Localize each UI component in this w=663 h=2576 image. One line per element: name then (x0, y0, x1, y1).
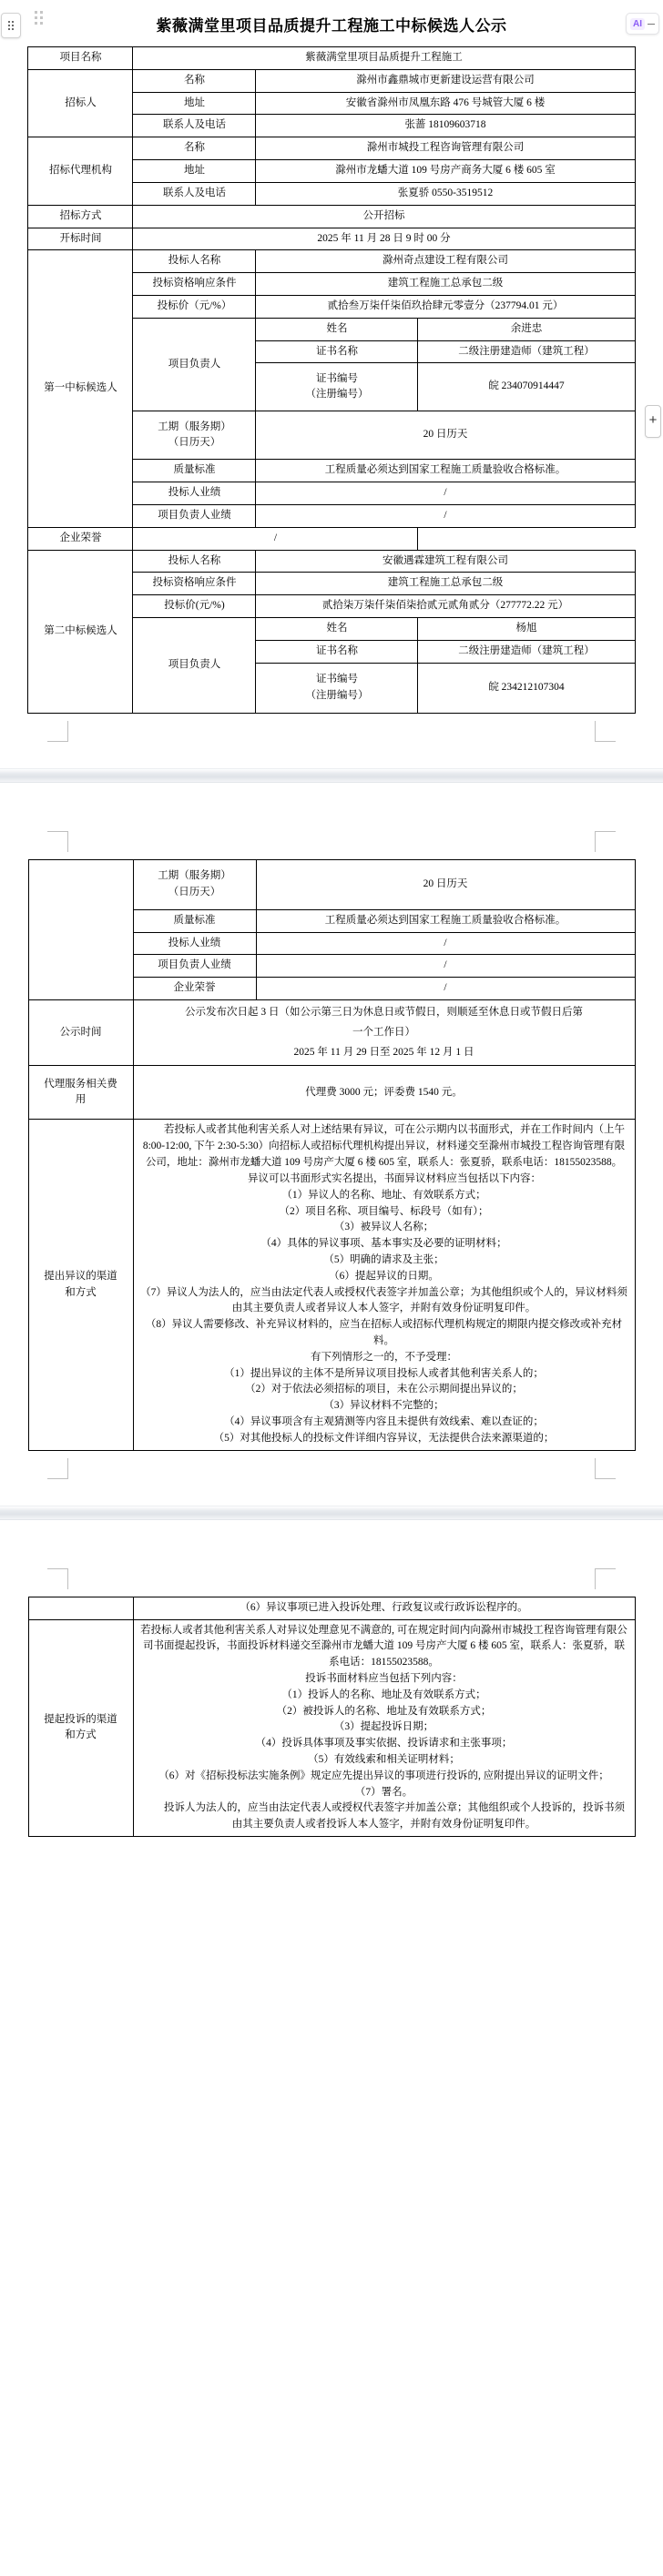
tenderee-address-value: 安徽省滁州市凤凰东路 476 号城管大厦 6 楼 (256, 92, 635, 115)
candidate2-cert-no-key-line2: （注册编号） (305, 689, 369, 701)
bid-method-value: 公开招标 (133, 205, 635, 228)
objection-para-8: （7）异议人为法人的，应当由法定代表人或授权代表签字并加盖公章；为其他组织或个人的，异议材料须由其主要负责人或者异议人本人签字，并附有效身份证明复印件。 (140, 1286, 627, 1314)
table-row (28, 205, 635, 228)
candidate1-cert-no-value: 皖 234070914447 (418, 363, 635, 411)
candidate2-price-key: 投标价(元/%) (133, 595, 256, 618)
table-row (28, 550, 635, 573)
complaint-para-7: （6）对《招标投标法实施条例》规定应先提出异议的事项进行投诉的, 应附提出异议的证明文件； (158, 1770, 609, 1781)
candidate2-person-perf-key: 项目负责人业绩 (133, 955, 256, 978)
objection-para-5: （4）具体的异议事项、基本事实及必要的证明材料； (260, 1238, 507, 1250)
crop-mark (595, 721, 616, 742)
drag-handle-button[interactable] (1, 13, 21, 38)
objection-para-11: （1）提出异议的主体不是所异议项目投标人或者其他利害关系人的； (224, 1367, 544, 1379)
candidate1-quality-value: 工程质量必须达到国家工程施工质量验收合格标准。 (256, 460, 635, 482)
candidate1-quality-key: 质量标准 (133, 460, 256, 482)
ai-badge-label: AI (630, 18, 645, 30)
complaint-para-0: 若投标人或者其他利害关系人对异议处理意见不满意的, 可在规定时间内向滁州市城投工程咨询管理有限公司书面提起投诉，书面投诉材料递交至滁州市龙蟠大道 109 号房产大厦 6 楼 605 室，联系人：张夏骄，联系电话：18155023588。 (140, 1624, 627, 1668)
page-title: 紫薇满堂里项目品质提升工程施工中标候选人公示 (156, 17, 507, 35)
candidate2-bidder-name-key: 投标人名称 (133, 550, 256, 573)
agency-label: 招标代理机构 (28, 137, 133, 205)
project-name-value: 紫薇满堂里项目品质提升工程施工 (133, 47, 635, 70)
objection-para-16: （6）异议事项已进入投诉处理、行政复议或行政诉讼程序的。 (240, 1601, 528, 1613)
candidate2-bidder-name-value: 安徽遇霖建筑工程有限公司 (256, 550, 635, 573)
bid-result-table-page1 (27, 46, 635, 714)
agency-address-value: 滁州市龙蟠大道 109 号房产商务大厦 6 楼 605 室 (256, 160, 635, 183)
candidate1-cert-no-key-line2: （注册编号） (305, 389, 369, 401)
publicity-time-line1: 公示发布次日起 3 日（如公示第三日为休息日或节假日，则顺延至休息日或节假日后第 (185, 1006, 583, 1018)
candidate2-qualification-key: 投标资格响应条件 (133, 573, 256, 595)
candidate2-person-key: 项目负责人 (133, 618, 256, 714)
objection-channel-label-cont (28, 1597, 133, 1619)
candidate1-bidder-perf-value: / (256, 482, 635, 505)
candidate1-honor-key: 企业荣誉 (28, 527, 133, 550)
objection-para-6: （5）明确的请求及主张； (323, 1253, 444, 1265)
candidate1-cert-no-key (256, 363, 418, 411)
complaint-para-9: 投诉人为法人的，应当由法定代表人或授权代表签字并加盖公章；其他组织或个人投诉的，投诉书须由其主要负责人或者投诉人本人签字，并附有效身份证明复印件。 (164, 1802, 625, 1831)
objection-para-13: （3）异议材料不完整的； (323, 1400, 444, 1412)
bid-result-table-page2 (28, 859, 636, 1451)
complaint-para-4: （3）提起投诉日期； (333, 1721, 434, 1733)
grip-dots-icon (8, 21, 14, 30)
tenderee-name-value: 滁州市鑫鼎城市更新建设运营有限公司 (256, 69, 635, 92)
publicity-time-value (133, 999, 635, 1066)
candidate1-cert-name-value: 二级注册建造师（建筑工程） (418, 340, 635, 363)
table-row (28, 859, 635, 909)
objection-channel-content-cont (133, 1597, 635, 1619)
agency-contact-value: 张夏骄 0550-3519512 (256, 182, 635, 205)
crop-mark (595, 831, 616, 852)
candidate1-person-name-value: 余进忠 (418, 318, 635, 340)
objection-para-15: （5）对其他投标人的投标文件详细内容异议，无法提供合法来源渠道的； (213, 1432, 555, 1444)
candidate2-cert-no-key (256, 663, 418, 713)
candidate2-label-cont (28, 859, 133, 999)
agency-contact-key: 联系人及电话 (133, 182, 256, 205)
agency-fee-label-line1: 代理服务相关费 (44, 1078, 117, 1090)
agency-name-value: 滁州市城投工程咨询管理有限公司 (256, 137, 635, 160)
open-time-label: 开标时间 (28, 228, 133, 250)
floating-grip-dots-icon[interactable] (35, 11, 43, 25)
bid-method-label: 招标方式 (28, 205, 133, 228)
publicity-time-line2: 一个工作日） (352, 1026, 415, 1038)
candidate1-duration-key-line2: （日历天） (168, 437, 221, 449)
objection-para-4: （3）被异议人名称； (333, 1222, 434, 1233)
project-name-label: 项目名称 (28, 47, 133, 70)
candidate2-cert-name-value: 二级注册建造师（建筑工程） (418, 640, 635, 663)
complaint-para-1: 投诉书面材料应当包括下列内容： (305, 1672, 463, 1684)
complaint-channel-label (28, 1619, 133, 1837)
tenderee-label: 招标人 (28, 69, 133, 137)
candidate2-duration-key-line1: 工期（服务期） (158, 869, 231, 881)
complaint-channel-label-line1: 提起投诉的渠道 (44, 1713, 117, 1725)
publicity-time-label: 公示时间 (28, 999, 133, 1066)
zoom-in-button[interactable]: + (645, 405, 661, 438)
candidate2-cert-no-key-line1: 证书编号 (315, 673, 358, 685)
page-break-2 (0, 1451, 663, 1597)
objection-para-10: 有下列情形之一的，不予受理： (311, 1351, 457, 1363)
candidate1-person-key: 项目负责人 (133, 318, 256, 411)
candidate2-duration-key-line2: （日历天） (168, 886, 221, 898)
candidate2-cert-no-value: 皖 234212107304 (418, 663, 635, 713)
objection-para-12: （2）对于依法必须招标的项目，未在公示期间提出异议的； (245, 1384, 523, 1395)
table-row (28, 1597, 635, 1619)
candidate1-label: 第一中标候选人 (28, 250, 133, 528)
crop-mark (595, 1458, 616, 1479)
candidate1-person-name-key: 姓名 (256, 318, 418, 340)
open-time-value: 2025 年 11 月 28 日 9 时 00 分 (133, 228, 635, 250)
agency-fee-label (28, 1066, 133, 1120)
objection-para-1: 异议可以书面形式实名提出，书面异议材料应当包括以下内容： (248, 1172, 541, 1184)
candidate2-qualification-value: 建筑工程施工总承包二级 (256, 573, 635, 595)
objection-channel-label-line1: 提出异议的渠道 (44, 1270, 117, 1282)
agency-address-key: 地址 (133, 160, 256, 183)
objection-para-7: （6）提起异议的日期。 (329, 1270, 439, 1282)
table-row (28, 250, 635, 273)
candidate1-person-perf-key: 项目负责人业绩 (133, 505, 256, 528)
candidate1-cert-name-key: 证书名称 (256, 340, 418, 363)
candidate1-duration-value: 20 日历天 (256, 411, 635, 460)
table-row (28, 1066, 635, 1120)
complaint-para-3: （2）被投诉人的名称、地址及有效联系方式； (276, 1705, 492, 1717)
complaint-para-2: （1）投诉人的名称、地址及有效联系方式； (281, 1689, 486, 1700)
candidate1-honor-value: / (133, 527, 418, 550)
objection-channel-label-line2: 和方式 (65, 1286, 97, 1298)
candidate2-bidder-perf-value: / (256, 932, 635, 955)
complaint-para-8: （7）署名。 (354, 1786, 413, 1798)
table-row (28, 137, 635, 160)
candidate1-price-value: 贰拾叁万柒仟柒佰玖拾肆元零壹分（237794.01 元） (256, 295, 635, 318)
candidate1-qualification-value: 建筑工程施工总承包二级 (256, 273, 635, 296)
agency-name-key: 名称 (133, 137, 256, 160)
objection-channel-label (28, 1120, 133, 1450)
candidate1-duration-key (133, 411, 256, 460)
crop-mark (47, 1458, 68, 1479)
complaint-para-5: （4）投诉具体事项及事实依据、投诉请求和主张事项； (255, 1738, 513, 1749)
objection-para-14: （4）异议事项含有主观猜测等内容且未提供有效线索、难以查证的； (224, 1416, 544, 1428)
publicity-time-line3: 2025 年 11 月 29 日至 2025 年 12 月 1 日 (293, 1046, 474, 1058)
tenderee-address-key: 地址 (133, 92, 256, 115)
candidate1-cert-no-key-line1: 证书编号 (315, 372, 358, 384)
complaint-para-6: （5）有效线索和相关证明材料； (308, 1754, 460, 1766)
complaint-channel-content (133, 1619, 635, 1837)
tenderee-name-key: 名称 (133, 69, 256, 92)
candidate2-person-perf-value: / (256, 955, 635, 978)
candidate1-duration-key-line1: 工期（服务期） (158, 421, 231, 432)
candidate2-duration-value: 20 日历天 (256, 859, 635, 909)
table-row (28, 228, 635, 250)
crop-mark (595, 1568, 616, 1589)
page-separator (0, 1506, 663, 1520)
agency-fee-label-line2: 用 (75, 1094, 87, 1106)
candidate2-price-value: 贰拾柒万柒仟柒佰柒拾贰元贰角贰分（277772.22 元） (256, 595, 635, 618)
candidate1-bidder-name-key: 投标人名称 (133, 250, 256, 273)
crop-mark (47, 721, 68, 742)
candidate2-cert-name-key: 证书名称 (256, 640, 418, 663)
candidate1-price-key: 投标价（元/%） (133, 295, 256, 318)
candidate1-bidder-name-value: 滁州奇点建设工程有限公司 (256, 250, 635, 273)
candidate1-qualification-key: 投标资格响应条件 (133, 273, 256, 296)
minus-icon[interactable] (648, 24, 655, 25)
objection-para-0: 若投标人或者其他利害关系人对上述结果有异议，可在公示期内以书面形式，并在工作时间内（上午 8:00-12:00, 下午 2:30-5:30）向招标人或招标代理机构提出异议，材料递交至滁州市城投工程咨询管理有限公司，地址：滁州市龙蟠大道 109 号房产大厦 6 楼 605 室，联系人：张夏骄，联系电话：18155023588。 (142, 1124, 626, 1169)
candidate2-person-name-value: 杨旭 (418, 618, 635, 641)
objection-para-9: （8）异议人需要修改、补充异议材料的，应当在招标人或招标代理机构规定的期限内提交修改或补充材料。 (145, 1319, 623, 1347)
table-row (28, 69, 635, 92)
page-break-1 (0, 714, 663, 859)
ai-assistant-button[interactable] (626, 13, 659, 35)
candidate2-person-name-key: 姓名 (256, 618, 418, 641)
candidate2-duration-key (133, 859, 256, 909)
tenderee-contact-value: 张蔷 18109603718 (256, 115, 635, 137)
crop-mark (47, 1568, 68, 1589)
candidate1-person-perf-value: / (256, 505, 635, 528)
table-row (28, 527, 635, 550)
table-row (28, 1619, 635, 1837)
objection-channel-content (133, 1120, 635, 1450)
table-row (28, 999, 635, 1066)
complaint-channel-label-line2: 和方式 (65, 1729, 97, 1741)
candidate2-honor-key: 企业荣誉 (133, 978, 256, 1000)
page-separator (0, 768, 663, 783)
candidate2-honor-value: / (256, 978, 635, 1000)
bid-result-table-page3 (28, 1597, 636, 1837)
candidate2-quality-key: 质量标准 (133, 909, 256, 932)
candidate2-label: 第二中标候选人 (28, 550, 133, 713)
candidate1-bidder-perf-key: 投标人业绩 (133, 482, 256, 505)
agency-fee-value: 代理费 3000 元；评委费 1540 元。 (133, 1066, 635, 1120)
objection-para-2: （1）异议人的名称、地址、有效联系方式； (281, 1189, 486, 1201)
table-row (28, 47, 635, 70)
table-row (28, 1120, 635, 1450)
candidate2-bidder-perf-key: 投标人业绩 (133, 932, 256, 955)
crop-mark (47, 831, 68, 852)
tenderee-contact-key: 联系人及电话 (133, 115, 256, 137)
candidate2-quality-value: 工程质量必须达到国家工程施工质量验收合格标准。 (256, 909, 635, 932)
objection-para-3: （2）项目名称、项目编号、标段号（如有）； (279, 1205, 489, 1217)
